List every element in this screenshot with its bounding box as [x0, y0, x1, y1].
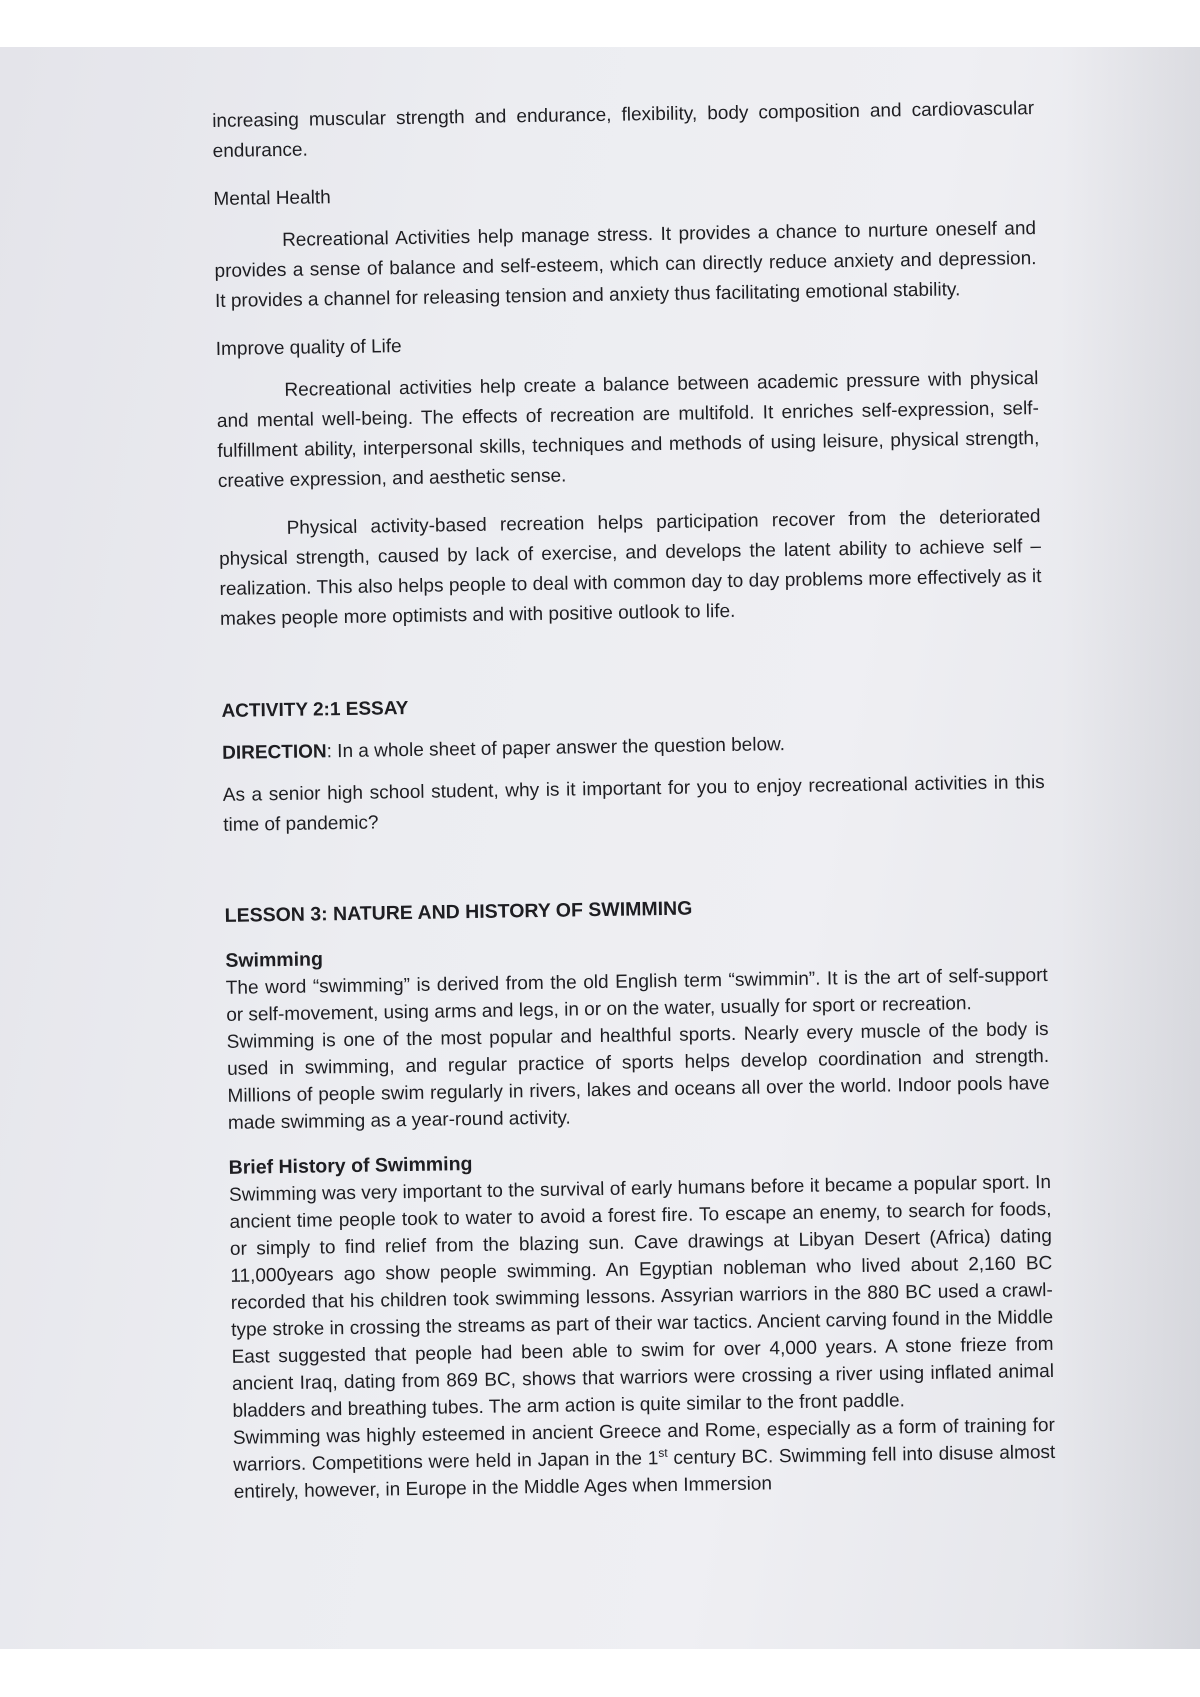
quality-of-life-heading: Improve quality of Life — [215, 336, 402, 360]
activity-question: As a senior high school student, why is it important for you to enjoy recreational activities in this time of pandemic? — [222, 772, 1045, 836]
quality-of-life-paragraph-2: Physical activity-based recreation helps participation recover from the deteriorated physical strength, caused by lack of exercise, and develops the latent ability to achieve self –realization. This also helps people to deal with common day to day problems more effectively as it makes people more optimists and with positive outlook to life. — [218, 506, 1042, 630]
lesson-heading: LESSON 3: NATURE AND HISTORY OF SWIMMING — [224, 897, 693, 927]
history-paragraph-2-start: Swimming was highly esteemed in ancient Greece and Rome, especially as a form of training for warriors. Competitions were held in Japan in the 1 — [232, 1414, 1055, 1476]
mental-health-heading: Mental Health — [213, 187, 331, 210]
history-heading: Brief History of Swimming — [228, 1153, 473, 1179]
direction-label: DIRECTION — [221, 741, 327, 764]
ordinal-suffix: st — [658, 1445, 668, 1460]
activity-heading: ACTIVITY 2:1 ESSAY — [221, 697, 409, 722]
direction-text: : In a whole sheet of paper answer the question below. — [326, 734, 786, 763]
document-page — [212, 94, 1056, 1506]
lesson-section — [225, 890, 1056, 1506]
history-paragraph-2-end: century BC. Swimming fell into disuse almost entirely, however, in Europe in the Middle Ages when Immersion — [233, 1441, 1056, 1503]
swimming-paragraph-1: The word “swimming” is derived from the old English term “swimmin”. It is the art of self-support or self-movement, using arms and legs, in or on the water, usually for sport or recreation. — [225, 964, 1048, 1026]
mental-health-paragraph: Recreational Activities help manage stress. It provides a chance to nurture oneself and provides a sense of balance and self-esteem, which can directly reduce anxiety and depression. It provides a channel for releasing tension and anxiety thus facilitating emotional stability. — [214, 218, 1037, 312]
history-paragraph-1: Swimming was very important to the survival of early humans before it became a popular sport. In ancient time people took to water to avoid a forest fire. To escape an enemy, to search for foods, or simply to find relief from the blazing sun. Cave drawings at Libyan Desert (Africa) dating 11,000years ago show people swimming. An Egyptian nobleman who lived about 2,160 BC recorded that his children took swimming lessons. Assyrian warriors in the 880 BC used a crawl-type stroke in crossing the streams as part of their war tactics. Ancient carving found in the Middle East suggested that people had been able to swim for over 4,000 years. A stone frieze from ancient Iraq, dating from 869 BC, shows that warriors were crossing a river using inflated animal bladders and breathing tubes. The arm action is quite similar to the front paddle. — [228, 1171, 1055, 1422]
swimming-heading: Swimming — [225, 948, 324, 972]
intro-fragment: increasing muscular strength and endurance, flexibility, body composition and cardiovascular endurance. — [212, 98, 1035, 162]
history-paragraph-2 — [233, 1412, 1056, 1506]
page-photo — [0, 47, 1200, 1649]
swimming-paragraph-2: Swimming is one of the most popular and healthful sports. Nearly every muscle of the body is used in swimming, and regular practice of sports helps develop coordination and strength. Millions of people swim regularly in rivers, lakes and oceans all over the world. Indoor pools have made swimming as a year-round activity. — [226, 1018, 1050, 1134]
quality-of-life-paragraph-1: Recreational activities help create a balance between academic pressure with physical and mental well-being. The effects of recreation are multifold. It enriches self-expression, self-fulfillment ability, interpersonal skills, techniques and methods of using leisure, physical strength, creative expression, and aesthetic sense. — [216, 368, 1040, 492]
